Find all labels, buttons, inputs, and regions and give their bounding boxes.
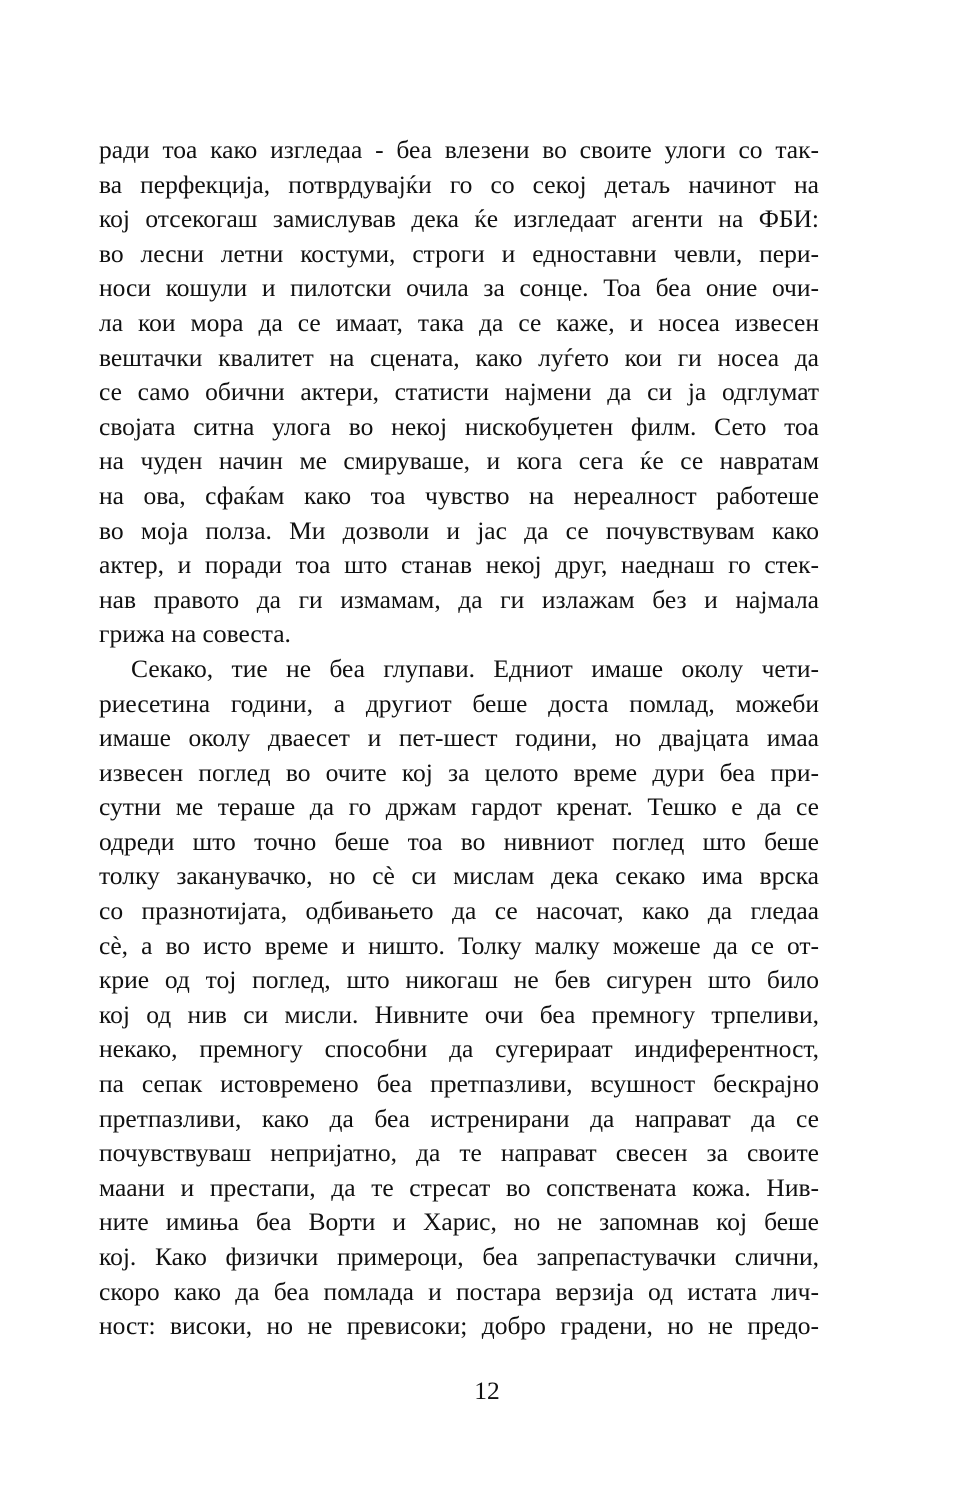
body-text bbox=[99, 133, 819, 1344]
text-line: ва перфекција, потврдувајќи го со секој детаљ начинот на bbox=[99, 169, 819, 199]
text-line: извесен поглед во очите кој за целото време дури беа при- bbox=[99, 757, 819, 787]
text-line: ла кои мора да се имаат, така да се каже, и носеа извесен bbox=[99, 307, 819, 337]
text-line: носи кошули и пилотски очила за сонце. Тоа беа оние очи- bbox=[99, 273, 819, 303]
text-line: вештачки квалитет на сцената, како луѓето кои ги носеа да bbox=[99, 342, 819, 372]
text-line: сутни ме тераше да го држам гардот кренат. Тешко е да се bbox=[99, 792, 819, 822]
text-line: нав правото да ги измамам, да ги излажам без и најмала bbox=[99, 584, 819, 614]
text-line: во лесни летни костуми, строги и едноставни чевли, пери- bbox=[99, 238, 819, 268]
text-line: риесетина години, а другиот беше доста помлад, можеби bbox=[99, 688, 819, 718]
text-line: Секако, тие не беа глупави. Едниот имаше околу чети- bbox=[131, 653, 819, 683]
text-line: кој. Како физички примероци, беа запрепастувачки слични, bbox=[99, 1242, 819, 1271]
text-line: крие од тој поглед, што никогаш не бев сигурен што било bbox=[99, 965, 819, 995]
text-line: со празнотијата, одбивањето да се насочат, како да гледаа bbox=[99, 896, 819, 926]
text-line: почувствуваш непријатно, да те направат свесен за своите bbox=[99, 1138, 819, 1168]
text-line: маани и престапи, да те стресат во сопствената кожа. Нив- bbox=[99, 1172, 819, 1202]
text-line: скоро како да беа помлада и постара верзија од истата лич- bbox=[99, 1276, 819, 1306]
text-line: кој од нив си мисли. Нивните очи беа премногу трпеливи, bbox=[99, 999, 819, 1029]
text-line: на чуден начин ме смируваше, и кога сега ќе се навратам bbox=[99, 446, 819, 476]
text-line: некако, премногу способни да сугерираат индиферентност, bbox=[99, 1034, 819, 1064]
paragraph bbox=[99, 133, 819, 652]
text-line: имаше околу дваесет и пет-шест години, но двајцата имаа bbox=[99, 723, 819, 753]
text-line: па сепак истовремено беа претпазливи, всушност бескрајно bbox=[99, 1069, 819, 1099]
text-line: грижа на совеста. bbox=[99, 619, 291, 649]
text-line: толку заканувачко, но сѐ си мислам дека секако има врска bbox=[99, 861, 819, 891]
text-line: актер, и поради тоа што станав некој друг, наеднаш го стек- bbox=[99, 550, 819, 580]
text-line: сѐ, а во исто време и ништо. Толку малку можеше да се от- bbox=[99, 930, 819, 960]
text-line: ради тоа како изгледаа - беа влезени во своите улоги со так- bbox=[99, 135, 819, 164]
paragraph bbox=[99, 652, 819, 1344]
text-line: во моја полза. Ми дозволи и јас да се почувствувам како bbox=[99, 515, 819, 545]
text-line: на ова, сфаќам како тоа чувство на нереалност работеше bbox=[99, 480, 819, 510]
page-number: 12 bbox=[474, 1376, 500, 1405]
text-line: кој отсекогаш замислував дека ќе изгледаат агенти на ФБИ: bbox=[99, 204, 819, 234]
text-line: ност: високи, но не превисоки; добро градени, но не предо- bbox=[99, 1311, 819, 1341]
text-line: ните имиња беа Ворти и Харис, но не запомнав кој беше bbox=[99, 1207, 819, 1237]
text-line: одреди што точно беше тоа во нивниот поглед што беше bbox=[99, 826, 819, 856]
text-line: претпазливи, како да беа истренирани да направат да се bbox=[99, 1103, 819, 1133]
text-line: својата ситна улога во некој нискобуџетен филм. Сето тоа bbox=[99, 411, 819, 441]
text-line: се само обични актери, статисти најмени да си ја одглумат bbox=[99, 377, 819, 407]
